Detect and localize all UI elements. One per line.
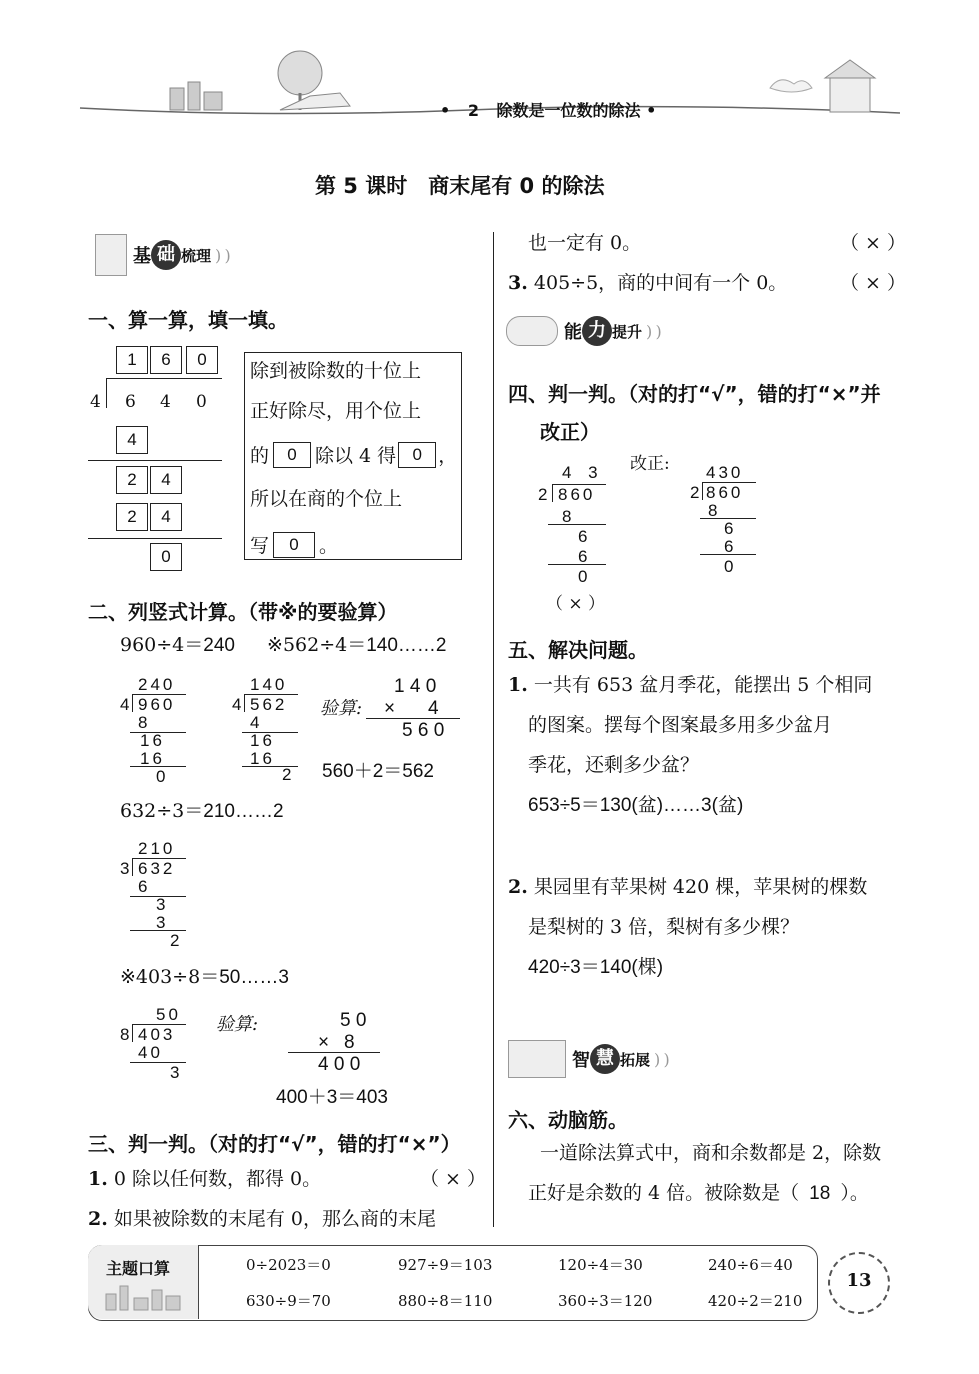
city-icon bbox=[100, 1280, 186, 1312]
page-number: 13 bbox=[846, 1270, 872, 1291]
judge-item-2-cont: 也一定有 0。 bbox=[528, 232, 642, 254]
badge-ability-b: 力 bbox=[582, 316, 612, 346]
dividend-digit: 0 bbox=[196, 392, 207, 412]
oral-item: 880÷8＝110 bbox=[398, 1292, 493, 1310]
explain-line: 的 0 除以 4 得 0 ， bbox=[250, 444, 457, 470]
s6-line: 正好是余数的 4 倍。被除数是（ 18 ）。 bbox=[528, 1182, 869, 1204]
books-icon bbox=[508, 1040, 566, 1078]
answer-box[interactable]: 0 bbox=[186, 346, 218, 374]
fix-label: 改正: bbox=[630, 454, 670, 474]
oral-item: 420÷2＝210 bbox=[708, 1292, 803, 1310]
divisor: 4 bbox=[90, 392, 101, 412]
badge-ability: 能 力 提升 ) ) bbox=[506, 316, 662, 346]
badge-basic-b: 础 bbox=[151, 240, 181, 270]
oral-item: 120÷4＝30 bbox=[558, 1256, 643, 1274]
header-bullet: • bbox=[440, 101, 451, 120]
judge-answer-1: （ × ） bbox=[420, 1168, 486, 1190]
badge-ability-a: 能 bbox=[564, 322, 582, 343]
answer-box[interactable]: 0 bbox=[273, 442, 311, 468]
badge-wisdom-c: 拓展 bbox=[620, 1050, 651, 1069]
oral-item: 0÷2023＝0 bbox=[246, 1256, 331, 1274]
dividend-digit: 4 bbox=[160, 392, 171, 412]
chapter-title: 除数是一位数的除法 bbox=[496, 101, 641, 120]
judge-item-2: 2. 如果被除数的末尾有 0，那么商的末尾 bbox=[88, 1208, 437, 1230]
section-1-heading: 一、算一算，填一填。 bbox=[88, 308, 288, 332]
problem-line: 960÷4＝240 ※562÷4＝140……2 bbox=[120, 634, 447, 656]
answer-box[interactable]: 4 bbox=[116, 426, 148, 454]
q1-line: 1. 一共有 653 盆月季花，能摆出 5 个相同 bbox=[508, 674, 873, 696]
judge-item-1: 1. 0 除以任何数，都得 0。 bbox=[88, 1168, 322, 1190]
answer-box[interactable]: 2 bbox=[116, 503, 148, 531]
q2-line: 是梨树的 3 倍，梨树有多少棵？ bbox=[528, 916, 800, 938]
judge-answer-4: （ × ） bbox=[546, 594, 606, 614]
section-3-heading: 三、判一判。（对的打“√”，错的打“×”） bbox=[88, 1132, 461, 1156]
chapter-number: 2 bbox=[467, 101, 479, 120]
answer-box[interactable]: 0 bbox=[150, 543, 182, 571]
judge-item-3: 3. 405÷5，商的中间有一个 0。 bbox=[508, 272, 788, 294]
answer-box[interactable]: 0 bbox=[273, 532, 315, 558]
explain-line: 除到被除数的十位上 bbox=[250, 360, 422, 382]
oral-item: 927÷9＝103 bbox=[398, 1256, 493, 1274]
section-2-heading: 二、列竖式计算。（带※的要验算） bbox=[88, 600, 398, 624]
header-bullet: • bbox=[646, 101, 657, 120]
slide-icon bbox=[95, 234, 127, 276]
footer-label: 主题口算 bbox=[106, 1259, 171, 1278]
problem-line: 632÷3＝210……2 bbox=[120, 800, 284, 822]
badge-basic-a: 基 bbox=[133, 246, 151, 267]
answer-box[interactable]: 4 bbox=[150, 503, 182, 531]
dividend-digit: 6 bbox=[125, 392, 136, 412]
judge-answer-2: （ × ） bbox=[840, 232, 906, 254]
answer-box[interactable]: 6 bbox=[150, 346, 182, 374]
oral-item: 360÷3＝120 bbox=[558, 1292, 653, 1310]
s6-answer: 18 bbox=[809, 1183, 831, 1204]
badge-wisdom-b: 慧 bbox=[590, 1044, 620, 1074]
lesson-title: 第 5 课时 商末尾有 0 的除法 bbox=[315, 174, 605, 198]
answer-box[interactable]: 2 bbox=[116, 466, 148, 494]
oral-item: 630÷9＝70 bbox=[246, 1292, 331, 1310]
judge-answer-3: （ × ） bbox=[840, 272, 906, 294]
q1-line: 季花，还剩多少盆？ bbox=[528, 754, 700, 776]
explain-line: 所以在商的个位上 bbox=[250, 488, 403, 510]
badge-ability-c: 提升 bbox=[612, 322, 643, 341]
badge-wisdom-a: 智 bbox=[572, 1050, 590, 1071]
section-6-heading: 六、动脑筋。 bbox=[508, 1108, 628, 1132]
badge-basic: 基 础 梳理 ) ) bbox=[95, 234, 231, 276]
answer-box[interactable]: 1 bbox=[116, 346, 148, 374]
badge-wisdom: 智 慧 拓展 ) ) bbox=[508, 1040, 670, 1078]
section-4-heading-cont: 改正） bbox=[540, 420, 600, 444]
section-4-heading: 四、判一判。（对的打“√”，错的打“×”并 bbox=[508, 382, 881, 406]
q2-line: 2. 果园里有苹果树 420 棵，苹果树的棵数 bbox=[508, 876, 868, 898]
explain-line: 正好除尽，用个位上 bbox=[250, 400, 422, 422]
explain-line: 写 0 。 bbox=[250, 534, 338, 560]
answer-box[interactable]: 0 bbox=[398, 442, 436, 468]
q2-answer: 420÷3＝140(棵) bbox=[528, 957, 664, 978]
q1-answer: 653÷5＝130(盆)……3(盆) bbox=[528, 795, 744, 816]
car-icon bbox=[506, 316, 558, 346]
oral-item: 240÷6＝40 bbox=[708, 1256, 793, 1274]
s6-line: 一道除法算式中，商和余数都是 2，除数 bbox=[540, 1142, 882, 1164]
column-divider bbox=[493, 232, 494, 1227]
q1-line: 的图案。摆每个图案最多用多少盆月 bbox=[528, 714, 833, 736]
problem-line: ※403÷8＝50……3 bbox=[120, 966, 289, 988]
chapter-header bbox=[440, 98, 656, 121]
badge-basic-c: 梳理 bbox=[181, 246, 212, 265]
section-5-heading: 五、解决问题。 bbox=[508, 638, 648, 662]
answer-box[interactable]: 4 bbox=[150, 466, 182, 494]
